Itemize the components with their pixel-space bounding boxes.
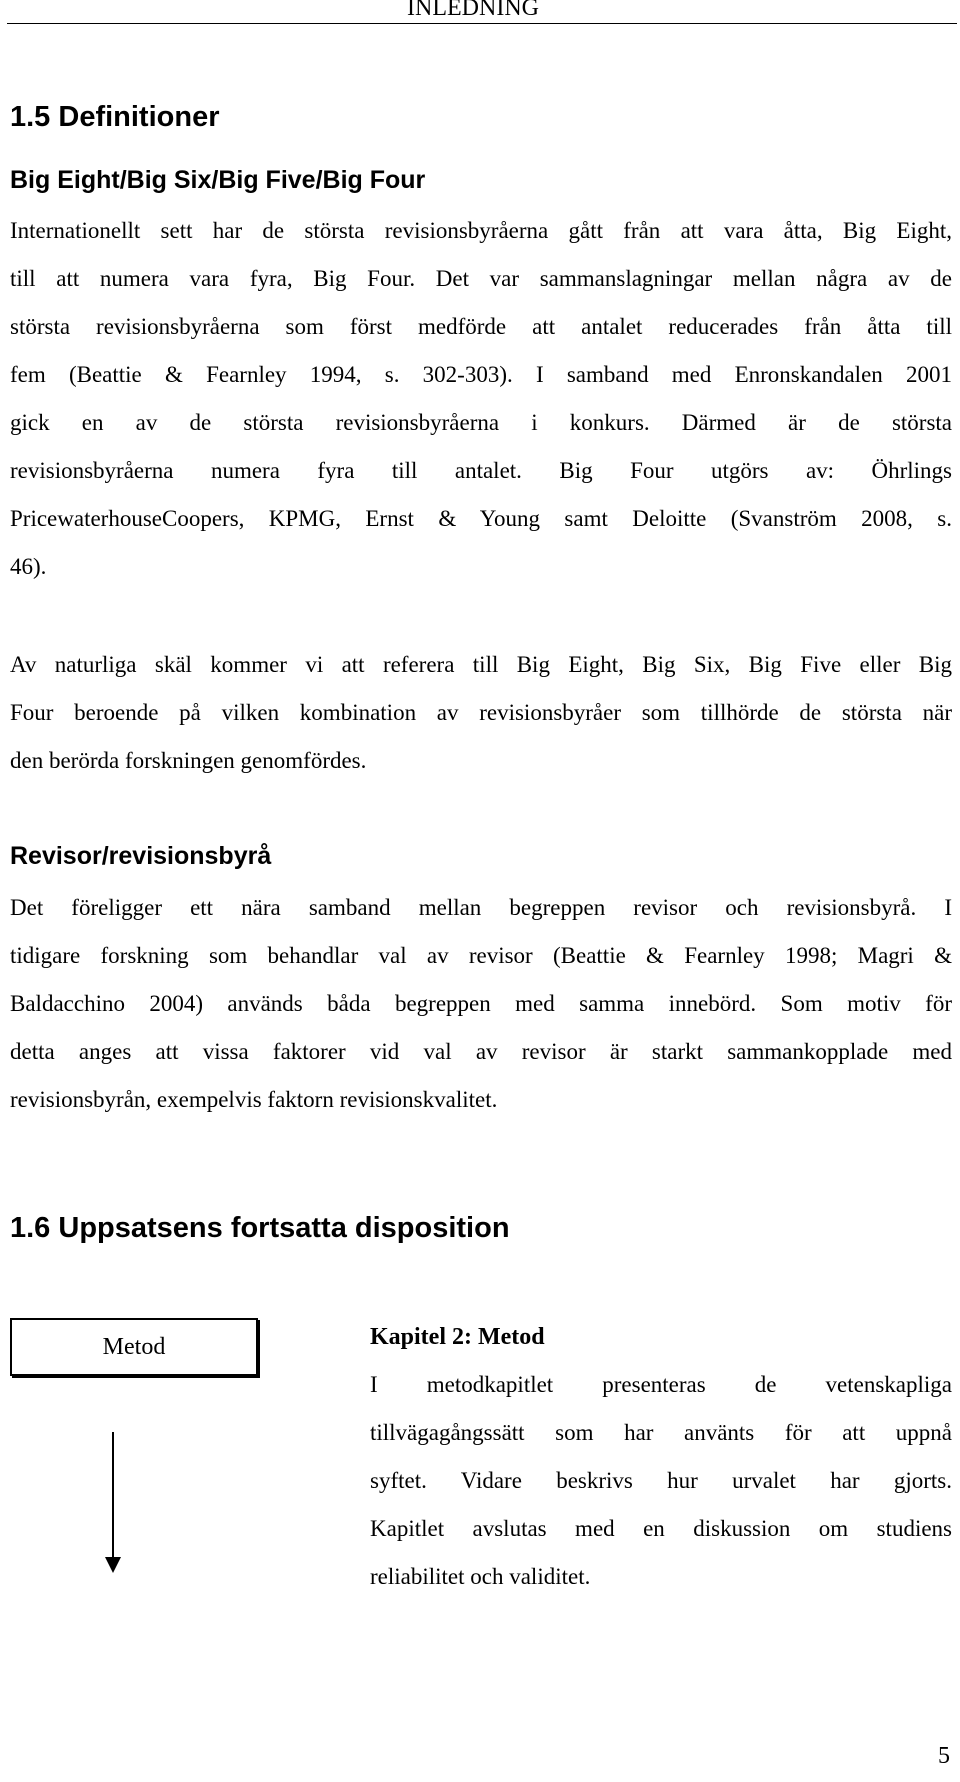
header-title: INLEDNING — [407, 0, 539, 21]
text-line: Baldacchino 2004) används båda begreppen med samma innebörd. Som motiv för — [10, 991, 952, 1016]
arrow-down-icon — [105, 1557, 121, 1573]
text-line: Det föreligger ett nära samband mellan begreppen revisor och revisionsbyrå. I — [10, 895, 952, 920]
subheading-revisor: Revisor/revisionsbyrå — [10, 842, 272, 870]
text-line: Kapitlet avslutas med en diskussion om studiens — [370, 1516, 952, 1541]
text-line: reliabilitet och validitet. — [370, 1564, 591, 1589]
page-header — [0, 0, 960, 24]
text-line: Internationellt sett har de största revisionsbyråerna gått från att vara åtta, Big Eight, — [10, 218, 952, 243]
chapter-description — [370, 1313, 952, 1601]
page-number: 5 — [938, 1743, 950, 1769]
text-line: detta anges att vissa faktorer vid val av revisor är starkt sammankopplade med — [10, 1039, 952, 1064]
text-line: I metodkapitlet presenteras de vetenskapliga — [370, 1372, 952, 1397]
paragraph-big-four-history — [10, 207, 952, 591]
text-line: till att numera vara fyra, Big Four. Det var sammanslagningar mellan några av de — [10, 266, 952, 291]
text-line: Av naturliga skäl kommer vi att referera till Big Eight, Big Six, Big Five eller Big — [10, 652, 952, 677]
text-line: största revisionsbyråerna som först medförde att antalet reducerades från åtta till — [10, 314, 952, 339]
flow-box-label: Metod — [102, 1333, 166, 1360]
text-line: revisionsbyrån, exempelvis faktorn revisionskvalitet. — [10, 1087, 498, 1112]
section-heading-1-5: 1.5 Definitioner — [10, 101, 220, 133]
header-rule — [7, 23, 957, 24]
text-line: 46). — [10, 554, 47, 579]
text-line: den berörda forskningen genomfördes. — [10, 748, 367, 773]
subheading-big-four: Big Eight/Big Six/Big Five/Big Four — [10, 166, 426, 194]
paragraph-revisor — [10, 884, 952, 1124]
section-heading-1-6: 1.6 Uppsatsens fortsatta disposition — [10, 1212, 510, 1244]
text-line: tidigare forskning som behandlar val av revisor (Beattie & Fearnley 1998; Magri & — [10, 943, 952, 968]
flow-arrow-shaft — [112, 1432, 114, 1560]
text-line: syftet. Vidare beskrivs hur urvalet har gjorts. — [370, 1468, 952, 1493]
text-line: PricewaterhouseCoopers, KPMG, Ernst & Young samt Deloitte (Svanström 2008, s. — [10, 506, 952, 531]
flow-box-metod — [10, 1318, 258, 1376]
text-line: tillvägagångssätt som har använts för att uppnå — [370, 1420, 952, 1445]
text-line: fem (Beattie & Fearnley 1994, s. 302-303). I samband med Enronskandalen 2001 — [10, 362, 952, 387]
text-line: Four beroende på vilken kombination av revisionsbyråer som tillhörde de största när — [10, 700, 952, 725]
text-line: gick en av de största revisionsbyråerna i konkurs. Därmed är de största — [10, 410, 952, 435]
chapter-title: Kapitel 2: Metod — [370, 1324, 545, 1350]
paragraph-big-four-usage — [10, 641, 952, 785]
text-line: revisionsbyråerna numera fyra till antalet. Big Four utgörs av: Öhrlings — [10, 458, 952, 483]
